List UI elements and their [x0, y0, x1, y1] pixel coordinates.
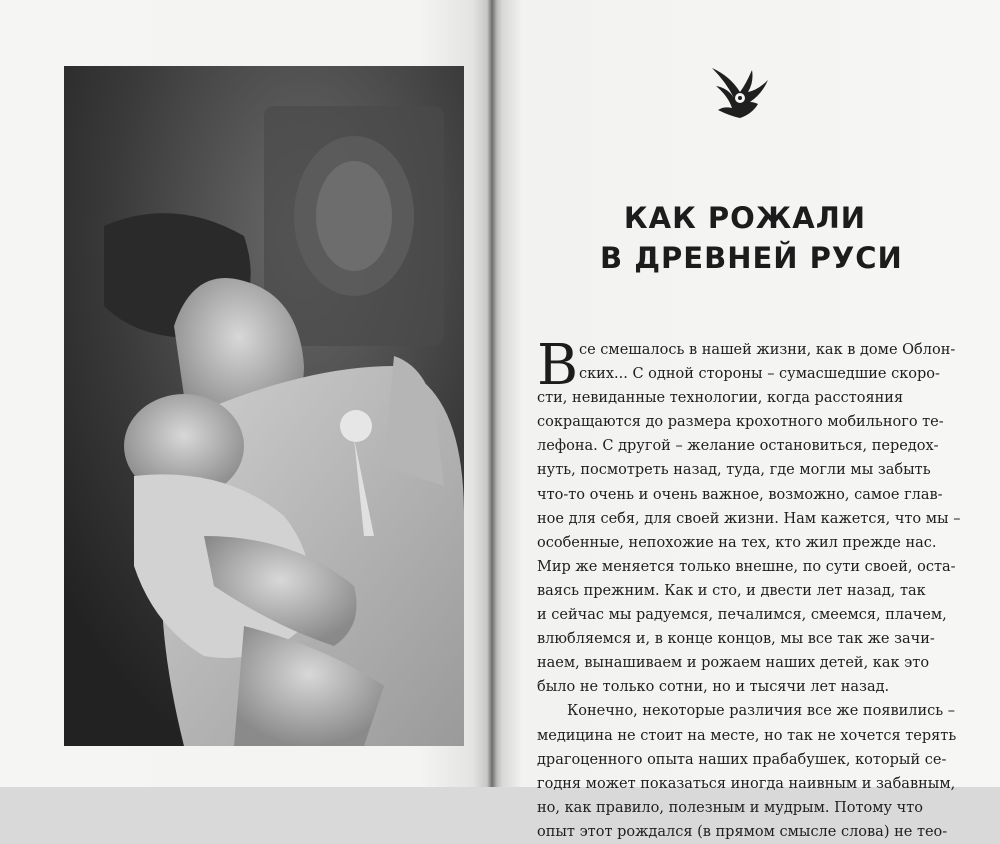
swallow-emblem-icon	[708, 62, 772, 122]
text-line: годня может показаться иногда наивным и забавным,	[537, 775, 956, 792]
book-gutter	[487, 0, 497, 787]
text-line: опыт этот рождался (в прямом смысле слова) не тео-	[537, 823, 948, 840]
text-line: что-то очень и очень важное, возможно, самое глав-	[537, 486, 943, 503]
text-line: наем, вынашиваем и рожаем наших детей, как это	[537, 655, 930, 672]
text-line: ваясь прежним. Как и сто, и двести лет назад, так	[537, 582, 926, 599]
text-line: лефона. С другой – желание остановиться, передох-	[537, 438, 939, 455]
text-line: ских... С одной стороны – сумасшедшие скоро-	[579, 366, 940, 383]
drop-cap: В	[537, 333, 579, 398]
text-line: ное для себя, для своей жизни. Нам кажется, что мы –	[537, 510, 961, 527]
text-line: но, как правило, полезным и мудрым. Потому что	[537, 799, 923, 816]
chapter-body-text	[537, 333, 961, 844]
text-line: Мир же меняется только внешне, по сути своей, оста-	[537, 558, 956, 575]
text-line: и сейчас мы радуемся, печалимся, смеемся, плачем,	[537, 607, 947, 624]
text-line: особенные, непохожие на тех, кто жил прежде нас.	[537, 534, 937, 551]
left-page	[0, 0, 492, 787]
text-line: сокращаются до размера крохотного мобильного те-	[537, 414, 944, 431]
text-line: сти, невиданные технологии, когда расстояния	[537, 390, 904, 407]
chapter-title	[600, 198, 903, 278]
text-line: влюбляемся и, в конце концов, мы все так же зачи-	[537, 631, 935, 648]
text-line: Конечно, некоторые различия все же появились –	[567, 703, 956, 720]
text-line: медицина не стоит на месте, но так не хочется терять	[537, 727, 957, 744]
text-line: драгоценного опыта наших прабабушек, который се-	[537, 751, 947, 768]
mother-and-baby-photo	[64, 66, 464, 746]
text-line: нуть, посмотреть назад, туда, где могли мы забыть	[537, 462, 931, 479]
text-line: было не только сотни, но и тысячи лет назад.	[537, 679, 890, 696]
chapter-title-line: КАК РОЖАЛИ	[623, 201, 867, 235]
text-line: се смешалось в нашей жизни, как в доме Облон-	[579, 342, 956, 358]
chapter-title-line: В ДРЕВНЕЙ РУСИ	[600, 241, 903, 275]
